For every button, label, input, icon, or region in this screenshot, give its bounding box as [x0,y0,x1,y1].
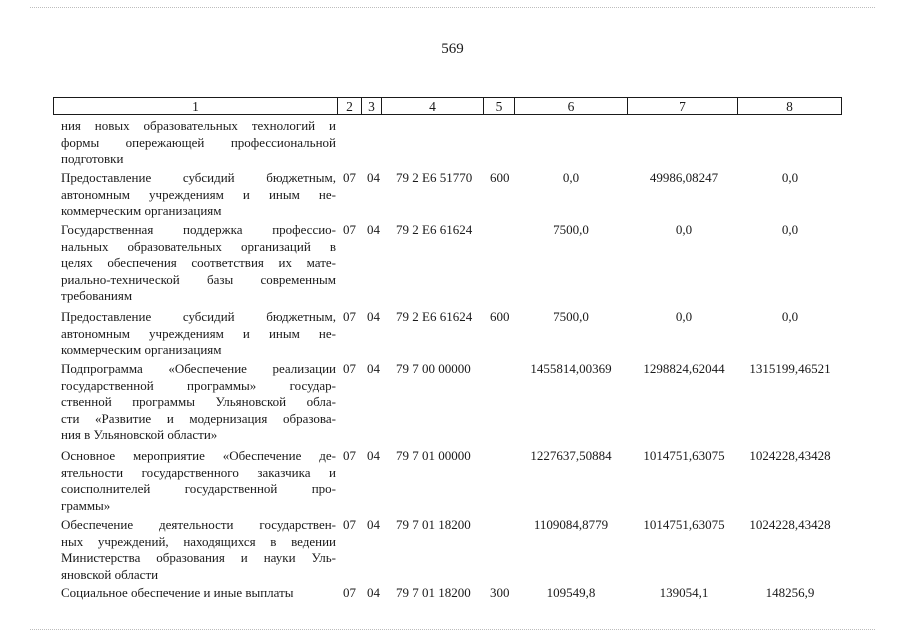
cell-target-code: 79 7 01 18200 [396,585,471,600]
row-line: Предоставление субсидий бюджетным, [61,170,336,185]
row-description [61,222,336,305]
cell-amount-6: 7500,0 [553,222,589,237]
row-line: подготовки [61,151,124,166]
cell-subsection: 04 [367,222,380,237]
row-description [61,448,336,514]
cell-target-code: 79 7 01 00000 [396,448,471,463]
cell-target-code: 79 7 00 00000 [396,361,471,376]
header-col-6: 6 [515,97,628,115]
cell-subsection: 04 [367,517,380,532]
row-line: Государственная поддержка профессио- [61,222,336,237]
cell-amount-6: 1227637,50884 [530,448,612,463]
row-line: Министерства образования и науки Уль- [61,550,336,565]
row-line: ния в Ульяновской области» [61,427,218,442]
cell-section: 07 [343,309,356,324]
cell-amount-8: 1024228,43428 [749,517,831,532]
cell-amount-8: 148256,9 [765,585,815,600]
cell-target-code: 79 2 E6 61624 [396,222,473,237]
cell-amount-8: 1024228,43428 [749,448,831,463]
header-col-1: 1 [53,97,338,115]
row-line: граммы» [61,497,111,513]
cell-section: 07 [343,361,356,376]
cell-amount-7: 49986,08247 [649,170,719,185]
cell-expense-type: 600 [490,170,510,185]
header-col-2: 2 [338,97,362,115]
row-line: ятельности государственного заказчика и [61,464,336,480]
cell-amount-7: 1014751,63075 [643,448,725,463]
header-col-5: 5 [484,97,515,115]
row-line: коммерческим организациям [61,203,222,218]
header-col-3: 3 [362,97,382,115]
row-description [61,309,336,359]
cell-expense-type: 300 [490,585,510,600]
row-description [61,517,336,583]
cell-section: 07 [343,517,356,532]
cell-amount-8: 0,0 [781,170,799,185]
row-line: требованиям [61,288,133,303]
row-description [61,118,336,168]
header-col-7: 7 [628,97,738,115]
row-line: Подпрограмма «Обеспечение реализации [61,361,336,376]
row-line: ных учреждений, находящихся в ведении [61,533,336,549]
cell-subsection: 04 [367,309,380,324]
cell-amount-7: 0,0 [675,222,693,237]
row-line: Основное мероприятие «Обеспечение де- [61,448,336,463]
row-line: сти «Развитие и модернизация образова- [61,410,336,426]
row-line: коммерческим организациям [61,342,222,357]
cell-target-code: 79 2 E6 61624 [396,309,473,324]
row-line: нальных образовательных организаций в [61,238,336,254]
cell-section: 07 [343,585,356,600]
row-line: Обеспечение деятельности государствен- [61,517,336,532]
cell-amount-8: 0,0 [781,309,799,324]
cell-section: 07 [343,222,356,237]
row-description [61,585,336,602]
cell-target-code: 79 7 01 18200 [396,517,471,532]
cell-subsection: 04 [367,585,380,600]
cell-amount-8: 1315199,46521 [749,361,831,376]
row-line: автономным учреждениям и иным не- [61,186,336,202]
row-line: риально-технической базы современным [61,271,336,287]
cell-amount-6: 109549,8 [546,585,596,600]
cell-amount-7: 1014751,63075 [643,517,725,532]
row-line: автономным учреждениям и иным не- [61,325,336,341]
header-col-8: 8 [738,97,842,115]
row-line: ния новых образовательных технологий и [61,118,336,133]
row-line: целях обеспечения соответствия их мате- [61,255,336,270]
scan-edge-top [30,7,875,9]
row-description [61,170,336,220]
row-line: соисполнителей государственной про- [61,481,336,496]
cell-subsection: 04 [367,361,380,376]
row-line: Социальное обеспечение и иные выплаты [61,585,294,600]
cell-section: 07 [343,170,356,185]
cell-expense-type: 600 [490,309,510,324]
cell-section: 07 [343,448,356,463]
cell-subsection: 04 [367,170,380,185]
row-line: ственной программы Ульяновской обла- [61,394,336,409]
cell-amount-7: 0,0 [675,309,693,324]
cell-amount-6: 7500,0 [553,309,589,324]
header-col-4: 4 [382,97,484,115]
cell-amount-6: 1109084,8779 [533,517,609,532]
cell-amount-6: 0,0 [562,170,580,185]
row-line: государственной программы» государ- [61,377,336,393]
cell-amount-7: 1298824,62044 [643,361,725,376]
cell-subsection: 04 [367,448,380,463]
row-line: Предоставление субсидий бюджетным, [61,309,336,324]
row-description [61,361,336,444]
row-line: яновской области [61,566,159,582]
scan-edge-bottom [30,629,875,631]
cell-amount-7: 139054,1 [659,585,709,600]
cell-amount-6: 1455814,00369 [530,361,612,376]
page-number: 569 [441,41,464,57]
cell-amount-8: 0,0 [781,222,799,237]
cell-target-code: 79 2 E6 51770 [396,170,473,185]
row-line: формы опережающей профессиональной [61,134,336,150]
